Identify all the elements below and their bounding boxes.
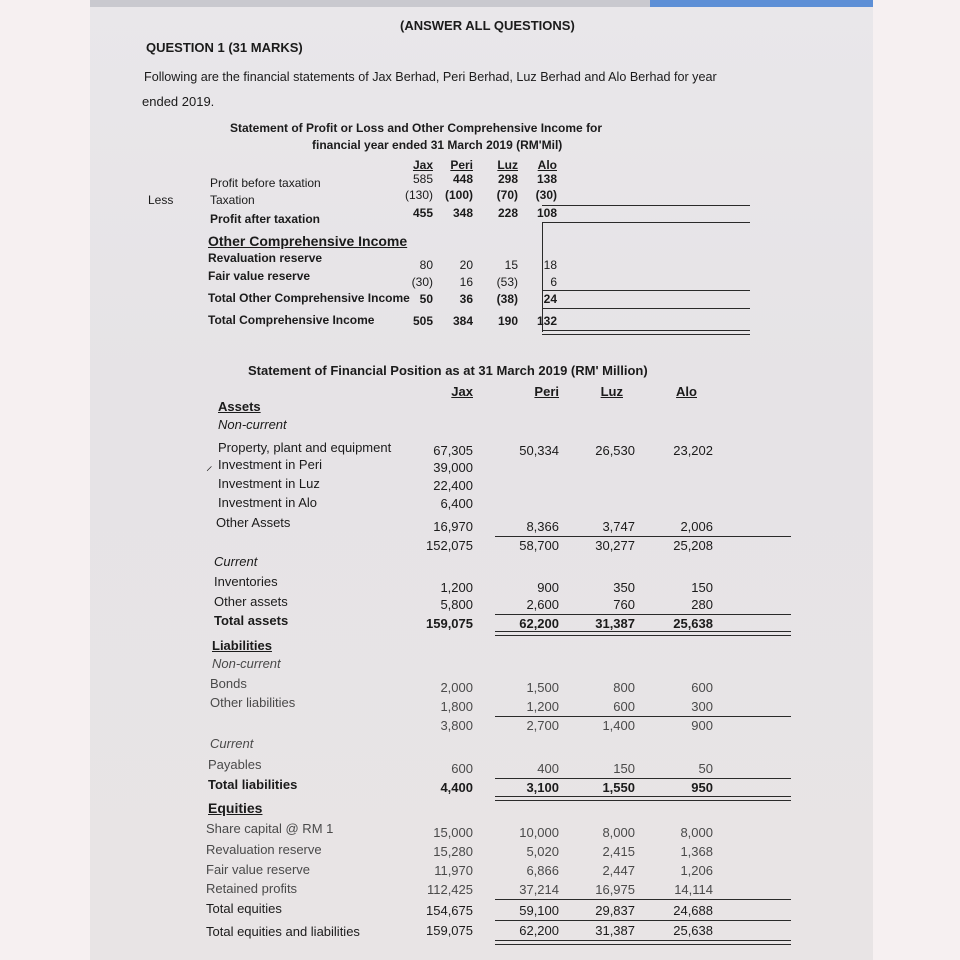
liabilities-heading: Liabilities xyxy=(212,638,272,653)
paper-top-accent xyxy=(650,0,873,7)
other-assets-nc-jax: 16,970 xyxy=(433,519,473,534)
nc-total-luz: 30,277 xyxy=(595,538,635,553)
revaluation-reserve-label: Revaluation reserve xyxy=(206,842,322,857)
equities-heading: Equities xyxy=(208,800,263,816)
pl-pbt-peri: 448 xyxy=(452,172,473,186)
pl-pat-alo: 108 xyxy=(536,206,557,220)
assets-current-heading: Current xyxy=(214,554,258,569)
retained-profits-peri: 37,214 xyxy=(519,882,559,897)
tci-jax: 505 xyxy=(412,314,433,328)
total-assets-jax: 159,075 xyxy=(426,616,473,631)
pl-pat-underline xyxy=(542,222,750,223)
total-equities-peri: 59,100 xyxy=(519,903,559,918)
total-assets-alo: 25,638 xyxy=(673,616,713,631)
pl-pat-peri: 348 xyxy=(452,206,473,220)
share-capital-label: Share capital @ RM 1 xyxy=(206,821,334,836)
tci-peri: 384 xyxy=(452,314,473,328)
oci-fv-jax: (30) xyxy=(411,275,433,289)
bonds-peri: 1,500 xyxy=(526,680,559,695)
fair-value-reserve-luz: 2,447 xyxy=(602,863,635,878)
share-capital-luz: 8,000 xyxy=(602,825,635,840)
tci-luz: 190 xyxy=(497,314,518,328)
oci-label-fv: Fair value reserve xyxy=(208,269,311,283)
inv-alo-jax: 6,400 xyxy=(440,496,473,511)
other-liabilities-jax: 1,800 xyxy=(440,699,473,714)
total-eq-liab-double-underline xyxy=(495,940,791,945)
total-eq-liab-label: Total equities and liabilities xyxy=(206,924,360,939)
pl-label-pbt: Profit before taxation xyxy=(210,176,321,190)
total-liabilities-peri: 3,100 xyxy=(526,780,559,795)
oci-label-reval: Revaluation reserve xyxy=(208,251,323,265)
inv-luz-jax: 22,400 xyxy=(433,478,473,493)
total-liabilities-label: Total liabilities xyxy=(208,777,298,792)
ppe-alo: 23,202 xyxy=(673,443,713,458)
total-eq-liab-luz: 31,387 xyxy=(595,923,635,938)
total-liabilities-alo: 950 xyxy=(691,780,713,795)
nc-liab-total-luz: 1,400 xyxy=(602,718,635,733)
pl-title-line-2: financial year ended 31 March 2019 (RM'Mil) xyxy=(312,138,563,152)
pl-pbt-jax: 585 xyxy=(412,172,433,186)
other-assets-c-jax: 5,800 xyxy=(440,597,473,612)
bonds-jax: 2,000 xyxy=(440,680,473,695)
total-equities-label: Total equities xyxy=(206,901,282,916)
tci-label: Total Comprehensive Income xyxy=(208,313,375,327)
oci-reval-jax: 80 xyxy=(419,258,433,272)
pl-tax-jax: (130) xyxy=(404,188,433,202)
inventories-label: Inventories xyxy=(214,574,278,589)
inv-peri-label: Investment in Peri xyxy=(218,457,323,472)
share-capital-peri: 10,000 xyxy=(519,825,559,840)
oci-reval-luz: 15 xyxy=(504,258,518,272)
payables-label: Payables xyxy=(208,757,262,772)
sofp-col-alo: Alo xyxy=(676,384,697,399)
oci-total-peri: 36 xyxy=(459,292,473,306)
fair-value-reserve-alo: 1,206 xyxy=(680,863,713,878)
pl-col-luz: Luz xyxy=(497,158,518,172)
assets-noncurrent-heading: Non-current xyxy=(218,417,287,432)
sofp-col-jax: Jax xyxy=(451,384,473,399)
total-assets-line xyxy=(495,614,791,615)
bonds-luz: 800 xyxy=(613,680,635,695)
share-capital-jax: 15,000 xyxy=(433,825,473,840)
other-assets-c-label: Other assets xyxy=(214,594,288,609)
total-liabilities-jax: 4,400 xyxy=(440,780,473,795)
total-liab-double-underline xyxy=(495,796,791,801)
ppe-luz: 26,530 xyxy=(595,443,635,458)
total-eq-liab-line xyxy=(495,920,791,921)
other-assets-c-alo: 280 xyxy=(691,597,713,612)
pl-tax-peri: (100) xyxy=(444,188,473,202)
total-liab-line xyxy=(495,778,791,779)
other-liabilities-label: Other liabilities xyxy=(210,695,296,710)
total-equities-line xyxy=(495,899,791,900)
oci-total-luz: (38) xyxy=(496,292,518,306)
pl-label-tax: Taxation xyxy=(210,193,255,207)
exam-paper xyxy=(90,0,873,960)
oci-reval-alo: 18 xyxy=(543,258,557,272)
retained-profits-jax: 112,425 xyxy=(426,882,473,897)
total-eq-liab-peri: 62,200 xyxy=(519,923,559,938)
pl-pbt-alo: 138 xyxy=(536,172,557,186)
ppe-jax: 67,305 xyxy=(433,443,473,458)
inventories-alo: 150 xyxy=(691,580,713,595)
total-assets-double-underline xyxy=(495,631,791,636)
sofp-col-luz: Luz xyxy=(600,384,623,399)
oci-subtotal-line xyxy=(542,290,750,291)
pl-tax-alo: (30) xyxy=(535,188,557,202)
pl-pat-jax: 455 xyxy=(412,206,433,220)
pl-less-label: Less xyxy=(148,193,174,207)
fair-value-reserve-label: Fair value reserve xyxy=(206,862,311,877)
pl-tax-luz: (70) xyxy=(496,188,518,202)
pl-col-alo: Alo xyxy=(537,158,557,172)
nc-liab-total-jax: 3,800 xyxy=(440,718,473,733)
oci-label-total: Total Other Comprehensive Income xyxy=(208,291,410,305)
oci-fv-alo: 6 xyxy=(550,275,557,289)
other-liabilities-luz: 600 xyxy=(613,699,635,714)
oci-heading: Other Comprehensive Income xyxy=(208,233,408,249)
oci-total-jax: 50 xyxy=(419,292,433,306)
total-assets-peri: 62,200 xyxy=(519,616,559,631)
question-title: QUESTION 1 (31 MARKS) xyxy=(146,40,303,55)
total-liabilities-luz: 1,550 xyxy=(602,780,635,795)
revaluation-reserve-peri: 5,020 xyxy=(526,844,559,859)
tci-double-underline xyxy=(542,330,750,335)
tick-mark: ⸝ xyxy=(206,458,213,473)
inv-alo-label: Investment in Alo xyxy=(218,495,317,510)
share-capital-alo: 8,000 xyxy=(680,825,713,840)
fair-value-reserve-jax: 11,970 xyxy=(434,863,473,878)
oci-fv-peri: 16 xyxy=(459,275,473,289)
total-equities-alo: 24,688 xyxy=(673,903,713,918)
nc-liab-total-peri: 2,700 xyxy=(526,718,559,733)
inv-peri-jax: 39,000 xyxy=(433,460,473,475)
other-liabilities-alo: 300 xyxy=(691,699,713,714)
ppe-label: Property, plant and equipment xyxy=(218,440,392,455)
pl-pat-luz: 228 xyxy=(497,206,518,220)
oci-total-alo: 24 xyxy=(543,292,557,306)
total-equities-jax: 154,675 xyxy=(426,903,473,918)
pl-title-line-1: Statement of Profit or Loss and Other Comprehensive Income for xyxy=(230,121,603,135)
payables-jax: 600 xyxy=(451,761,473,776)
other-assets-c-peri: 2,600 xyxy=(526,597,559,612)
tci-alo: 132 xyxy=(536,314,557,328)
retained-profits-alo: 14,114 xyxy=(674,882,713,897)
revaluation-reserve-jax: 15,280 xyxy=(433,844,473,859)
sofp-title: Statement of Financial Position as at 31 March 2019 (RM' Million) xyxy=(248,363,648,378)
other-liabilities-peri: 1,200 xyxy=(526,699,559,714)
nc-liab-total-alo: 900 xyxy=(691,718,713,733)
tci-line xyxy=(542,308,750,309)
inv-luz-label: Investment in Luz xyxy=(218,476,320,491)
total-eq-liab-alo: 25,638 xyxy=(673,923,713,938)
pl-label-pat: Profit after taxation xyxy=(210,212,321,226)
inventories-luz: 350 xyxy=(613,580,635,595)
total-equities-luz: 29,837 xyxy=(595,903,635,918)
other-assets-nc-alo: 2,006 xyxy=(680,519,713,534)
bonds-label: Bonds xyxy=(210,676,247,691)
pl-col-jax: Jax xyxy=(412,158,433,172)
nc-assets-line xyxy=(495,536,791,537)
revaluation-reserve-luz: 2,415 xyxy=(602,844,635,859)
pl-subtotal-line xyxy=(542,205,750,206)
assets-heading: Assets xyxy=(218,399,261,414)
payables-alo: 50 xyxy=(698,761,713,776)
other-assets-nc-luz: 3,747 xyxy=(602,519,635,534)
total-eq-liab-jax: 159,075 xyxy=(426,923,473,938)
payables-luz: 150 xyxy=(613,761,635,776)
pl-col-peri: Peri xyxy=(450,158,473,172)
retained-profits-luz: 16,975 xyxy=(595,882,635,897)
intro-line-1: Following are the financial statements of Jax Berhad, Peri Berhad, Luz Berhad and Alo Berhad for year xyxy=(144,70,717,84)
nc-total-peri: 58,700 xyxy=(519,538,559,553)
inventories-peri: 900 xyxy=(537,580,559,595)
revaluation-reserve-alo: 1,368 xyxy=(680,844,713,859)
oci-fv-luz: (53) xyxy=(496,275,518,289)
ppe-peri: 50,334 xyxy=(519,443,559,458)
nc-liab-line xyxy=(495,716,791,717)
other-assets-c-luz: 760 xyxy=(613,597,635,612)
liab-noncurrent-heading: Non-current xyxy=(212,656,281,671)
intro-line-2: ended 2019. xyxy=(142,94,215,109)
sofp-col-peri: Peri xyxy=(534,384,559,399)
photo-right-margin xyxy=(870,0,960,960)
pl-pbt-luz: 298 xyxy=(497,172,518,186)
nc-total-jax: 152,075 xyxy=(426,538,473,553)
other-assets-nc-peri: 8,366 xyxy=(526,519,559,534)
liab-current-heading: Current xyxy=(210,736,254,751)
other-assets-nc-label: Other Assets xyxy=(216,515,291,530)
nc-total-alo: 25,208 xyxy=(673,538,713,553)
bonds-alo: 600 xyxy=(691,680,713,695)
inventories-jax: 1,200 xyxy=(440,580,473,595)
instruction: (ANSWER ALL QUESTIONS) xyxy=(400,18,575,33)
photo-left-margin xyxy=(0,0,90,960)
total-assets-label: Total assets xyxy=(214,613,289,628)
oci-reval-peri: 20 xyxy=(459,258,473,272)
retained-profits-label: Retained profits xyxy=(206,881,298,896)
payables-peri: 400 xyxy=(537,761,559,776)
total-assets-luz: 31,387 xyxy=(595,616,635,631)
fair-value-reserve-peri: 6,866 xyxy=(526,863,559,878)
